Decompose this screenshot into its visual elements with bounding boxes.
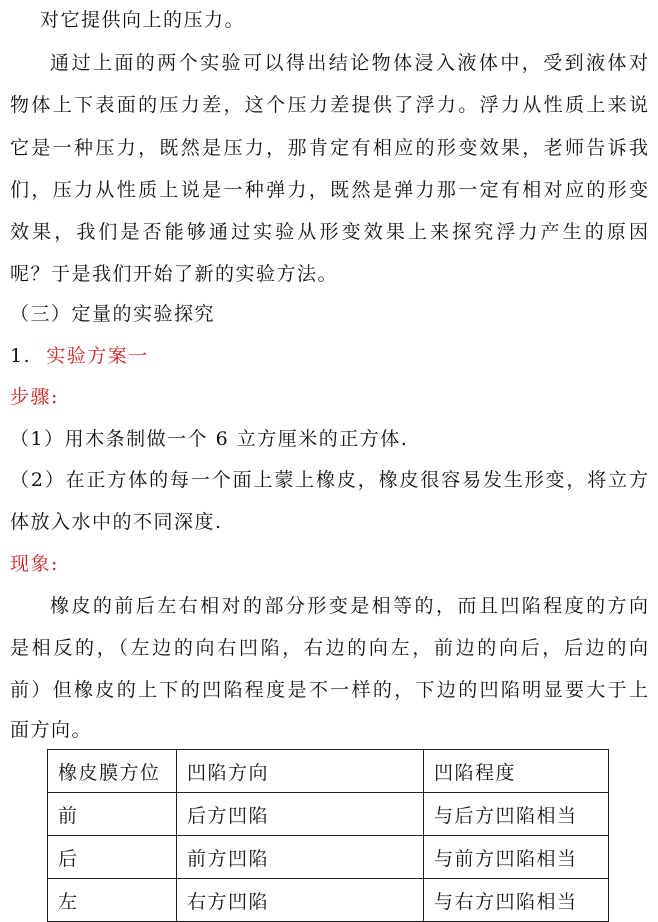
- table-cell: 左: [48, 879, 177, 922]
- table-cell: 前: [48, 793, 177, 836]
- step-item: （2）在正方体的每一个面上蒙上橡皮，橡皮很容易发生形变，将立方: [10, 469, 648, 491]
- plan-title: 实验方案一: [46, 345, 149, 367]
- paragraph-line: 前）但橡皮的上下的凹陷程度是不一样的，下边的凹陷明显要大于上: [10, 679, 648, 701]
- table-cell: 后方凹陷: [177, 793, 424, 836]
- table-cell: 后: [48, 836, 177, 879]
- paragraph-line: 橡皮的前后左右相对的部分形变是相等的，而且凹陷程度的方向: [50, 595, 648, 617]
- paragraph-line: 效果，我们是否能够通过实验从形变效果上来探究浮力产生的原因: [10, 221, 648, 243]
- table-header-row: [48, 750, 609, 793]
- table-row: [48, 793, 609, 836]
- paragraph-line: 它是一种压力，既然是压力，那肯定有相应的形变效果，老师告诉我: [10, 137, 648, 159]
- plan-number: 1.: [10, 345, 32, 367]
- phenomenon-label: 现象:: [10, 553, 59, 575]
- step-item: （1）用木条制做一个 6 立方厘米的正方体.: [10, 428, 409, 450]
- paragraph-line: 呢？于是我们开始了新的实验方法。: [10, 263, 339, 285]
- paragraph-line: 们，压力从性质上说是一种弹力，既然是弹力那一定有相对应的形变: [10, 179, 648, 201]
- step-item-continued: 体放入水中的不同深度.: [10, 511, 223, 533]
- table-row: [48, 836, 609, 879]
- steps-label: 步骤:: [10, 386, 59, 408]
- paragraph-line: 对它提供向上的压力。: [40, 9, 246, 31]
- table-cell: 与后方凹陷相当: [424, 793, 609, 836]
- section-heading: （三）定量的实验探究: [10, 303, 216, 325]
- table-cell: 与前方凹陷相当: [424, 836, 609, 879]
- deformation-table: [47, 749, 609, 922]
- table-row: [48, 879, 609, 922]
- table-cell: 右方凹陷: [177, 879, 424, 922]
- table-header-cell: 橡皮膜方位: [48, 750, 177, 793]
- paragraph-line: 物体上下表面的压力差，这个压力差提供了浮力。浮力从性质上来说: [10, 94, 648, 116]
- table-cell: 前方凹陷: [177, 836, 424, 879]
- table-header-cell: 凹陷方向: [177, 750, 424, 793]
- paragraph-line: 通过上面的两个实验可以得出结论物体浸入液体中，受到液体对: [50, 52, 648, 74]
- plan-heading: [10, 344, 149, 368]
- table-cell: 与右方凹陷相当: [424, 879, 609, 922]
- table-header-cell: 凹陷程度: [424, 750, 609, 793]
- paragraph-line: 是相反的，（左边的向右凹陷，右边的向左，前边的向后，后边的向: [10, 637, 648, 659]
- paragraph-line: 面方向。: [10, 719, 93, 741]
